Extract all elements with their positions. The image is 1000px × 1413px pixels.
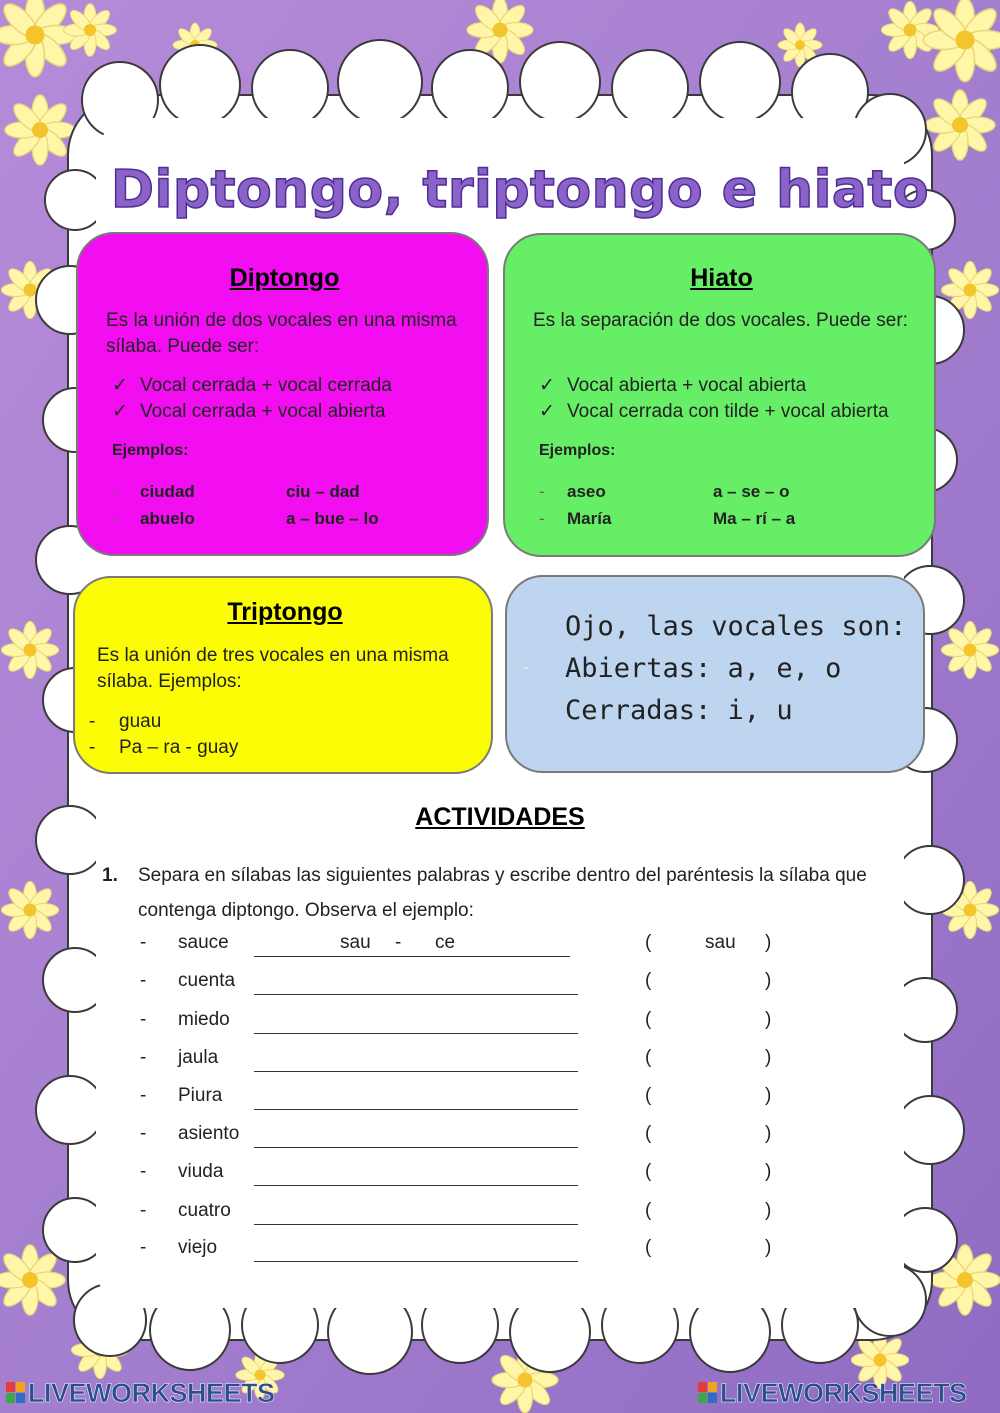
syllable: ce xyxy=(435,932,456,953)
hiato-type: ✓ Vocal abierta + vocal abierta xyxy=(539,373,889,399)
diptongo-examples xyxy=(112,478,379,532)
list-dash: - xyxy=(89,711,96,732)
syllable-answer-line[interactable] xyxy=(254,1185,578,1186)
example-row xyxy=(140,932,780,962)
syllable-answer-line[interactable] xyxy=(254,1071,578,1072)
list-dash: - xyxy=(112,509,118,528)
word-label: Piura xyxy=(178,1085,223,1106)
word-row xyxy=(140,1200,780,1230)
example-row xyxy=(112,478,379,505)
word-label: viuda xyxy=(178,1161,224,1182)
paren-close: ) xyxy=(765,1085,772,1106)
example-word: aseo xyxy=(567,482,606,501)
note-line: Abiertas: a, e, o xyxy=(565,653,842,684)
list-item xyxy=(89,735,238,761)
syllable: sau xyxy=(340,932,371,953)
activity-instruction xyxy=(102,858,902,928)
paren-open: ( xyxy=(645,932,652,953)
example-row xyxy=(539,478,795,505)
paren-close: ) xyxy=(765,1161,772,1182)
vowels-note-card xyxy=(505,575,925,773)
example-row xyxy=(539,505,795,532)
instruction-text: Separa en sílabas las siguientes palabras y escribe dentro del paréntesis la sílaba que contenga diptongo. Observa el ejemplo: xyxy=(138,865,867,921)
triptongo-heading: Triptongo xyxy=(227,598,343,626)
word-row xyxy=(140,1047,780,1077)
word-row xyxy=(140,1237,780,1267)
list-dash: - xyxy=(140,1161,147,1182)
logo-icon xyxy=(698,1382,718,1404)
list-dash: - xyxy=(539,509,545,528)
example-word: María xyxy=(567,509,612,528)
word-row xyxy=(140,1123,780,1153)
word-label: viejo xyxy=(178,1237,218,1258)
syllable-separator: - xyxy=(395,932,402,953)
paren-close: ) xyxy=(765,1200,772,1221)
list-dash: - xyxy=(89,737,96,758)
list-dash: - xyxy=(140,1237,147,1258)
list-dash: - xyxy=(140,932,147,953)
paren-open: ( xyxy=(645,1009,652,1030)
paren-open: ( xyxy=(645,1237,652,1258)
answer-syllable: sau xyxy=(705,932,736,953)
diptongo-type: ✓ Vocal cerrada + vocal cerrada xyxy=(112,373,392,399)
list-dash: - xyxy=(140,1200,147,1221)
example-split: a – se – o xyxy=(713,482,790,501)
word-row xyxy=(140,1009,780,1039)
word-label: miedo xyxy=(178,1009,230,1030)
word-label: asiento xyxy=(178,1123,240,1144)
paren-close: ) xyxy=(765,1047,772,1068)
word-label: cuatro xyxy=(178,1200,231,1221)
triptongo-card xyxy=(73,576,493,774)
example-word: guau xyxy=(119,711,162,732)
syllable-answer-line[interactable] xyxy=(254,1109,578,1110)
paren-open: ( xyxy=(645,1047,652,1068)
hiato-card xyxy=(503,233,936,557)
syllable-answer-line[interactable] xyxy=(254,1261,578,1262)
paren-close: ) xyxy=(765,970,772,991)
paren-open: ( xyxy=(645,1085,652,1106)
note-line: Cerradas: i, u xyxy=(565,695,793,726)
word-row xyxy=(140,1161,780,1191)
list-dash: - xyxy=(140,1085,147,1106)
list-dash: - xyxy=(140,1123,147,1144)
example-word: abuelo xyxy=(140,509,195,528)
paren-open: ( xyxy=(645,1200,652,1221)
diptongo-heading: Diptongo xyxy=(229,264,340,292)
syllable-answer-line[interactable] xyxy=(254,1147,578,1148)
example-split: a – bue – lo xyxy=(286,509,379,528)
hiato-definition: Es la separación de dos vocales. Puede ser: xyxy=(533,310,908,331)
logo-text: LIVEWORKSHEETS xyxy=(28,1378,275,1408)
hiato-heading: Hiato xyxy=(690,264,753,292)
list-dash: - xyxy=(539,482,545,501)
paren-close: ) xyxy=(765,1009,772,1030)
list-dash: - xyxy=(112,482,118,501)
logo-text: LIVEWORKSHEETS xyxy=(720,1378,967,1408)
paren-open: ( xyxy=(645,1123,652,1144)
vowels-note xyxy=(565,606,906,732)
list-dash: - xyxy=(140,1047,147,1068)
diptongo-type: ✓ Vocal cerrada + vocal abierta xyxy=(112,399,392,425)
triptongo-examples xyxy=(89,709,238,761)
word-row xyxy=(140,1085,780,1115)
hiato-types xyxy=(539,373,889,425)
answer-line xyxy=(254,956,570,957)
list-dash: - xyxy=(140,1009,147,1030)
diptongo-examples-label: Ejemplos: xyxy=(112,442,189,459)
syllable-answer-line[interactable] xyxy=(254,1224,578,1225)
word-label: sauce xyxy=(178,932,229,953)
word-label: jaula xyxy=(178,1047,219,1068)
activities-title: ACTIVIDADES xyxy=(415,803,585,831)
word-label: cuenta xyxy=(178,970,236,991)
list-dash: - xyxy=(140,970,147,991)
logo-icon xyxy=(6,1382,26,1404)
paren-open: ( xyxy=(645,1161,652,1182)
hiato-type: ✓ Vocal cerrada con tilde + vocal abierta xyxy=(539,399,889,425)
hiato-examples-label: Ejemplos: xyxy=(539,442,616,459)
diptongo-definition: Es la unión de dos vocales en una misma sílaba. Puede ser: xyxy=(106,310,457,357)
syllable-answer-line[interactable] xyxy=(254,994,578,995)
hiato-examples xyxy=(539,478,795,532)
activity-number: 1. xyxy=(102,865,118,886)
diptongo-types xyxy=(112,373,392,425)
paren-close: ) xyxy=(765,1123,772,1144)
syllable-answer-line[interactable] xyxy=(254,1033,578,1034)
list-dash: - xyxy=(523,659,529,676)
example-split: ciu – dad xyxy=(286,482,360,501)
diptongo-card xyxy=(76,232,489,556)
example-row xyxy=(112,505,379,532)
triptongo-definition: Es la unión de tres vocales en una misma sílaba. Ejemplos: xyxy=(97,645,449,692)
paren-open: ( xyxy=(645,970,652,991)
note-line: Ojo, las vocales son: xyxy=(565,611,907,642)
page-title: Diptongo, triptongo e hiato xyxy=(110,160,930,220)
paren-close: ) xyxy=(765,932,772,953)
list-item xyxy=(89,709,238,735)
word-row xyxy=(140,970,780,1000)
example-split: Ma – rí – a xyxy=(713,509,796,528)
example-word: Pa – ra - guay xyxy=(119,737,239,758)
example-word: ciudad xyxy=(140,482,195,501)
paren-close: ) xyxy=(765,1237,772,1258)
